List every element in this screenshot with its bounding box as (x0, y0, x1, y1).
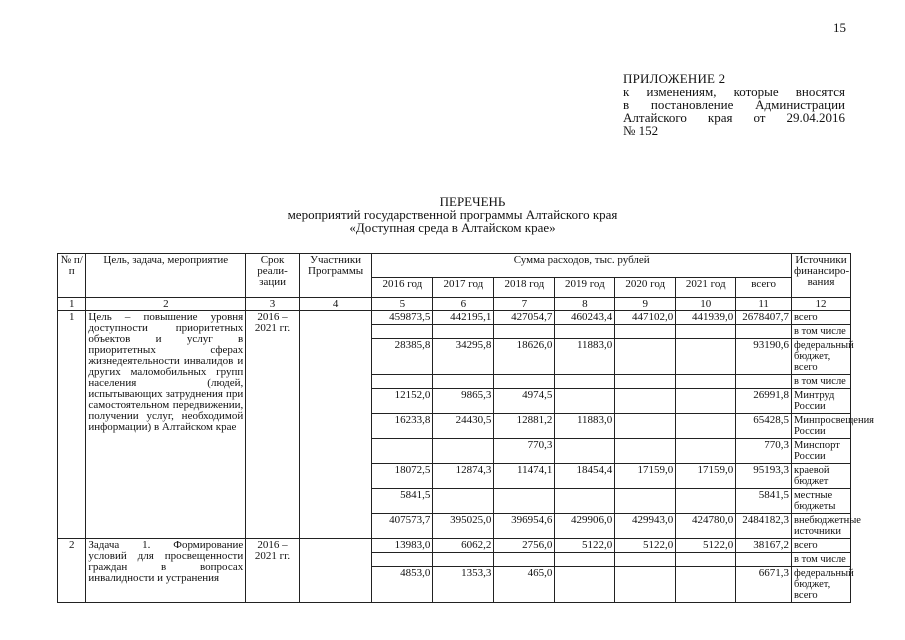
amount-cell (555, 389, 615, 414)
source-cell: в том числе (792, 553, 851, 567)
source-cell: всего (792, 539, 851, 553)
amount-cell: 11883,0 (555, 414, 615, 439)
amount-cell: 442195,1 (433, 311, 494, 325)
amount-cell: 5841,5 (372, 489, 433, 514)
row-number: 1 (58, 311, 86, 539)
source-cell: краевой бюджет (792, 464, 851, 489)
header-goal: Цель, задача, мероприятие (86, 254, 246, 298)
amount-cell (615, 439, 676, 464)
source-cell: федеральный бюджет, всего (792, 339, 851, 375)
amount-cell: 18072,5 (372, 464, 433, 489)
column-number: 12 (792, 298, 851, 311)
term-text: 2016 – 2021 гг. (246, 539, 300, 603)
amount-cell: 5122,0 (615, 539, 676, 553)
amount-cell (433, 325, 494, 339)
amount-cell: 2756,0 (494, 539, 555, 553)
amount-cell: 5841,5 (736, 489, 792, 514)
amount-cell: 18454,4 (555, 464, 615, 489)
amount-cell: 429906,0 (555, 514, 615, 539)
column-number: 6 (433, 298, 494, 311)
table-row (58, 311, 851, 325)
amount-cell: 6062,2 (433, 539, 494, 553)
amount-cell (555, 567, 615, 603)
amount-cell (433, 375, 494, 389)
source-cell: Минспорт России (792, 439, 851, 464)
amount-cell: 11474,1 (494, 464, 555, 489)
amount-cell (433, 489, 494, 514)
table-row (58, 539, 851, 553)
amount-cell (615, 567, 676, 603)
amount-cell (615, 553, 676, 567)
header-year: 2021 год (676, 278, 736, 298)
amount-cell: 447102,0 (615, 311, 676, 325)
amount-cell: 11883,0 (555, 339, 615, 375)
appendix-heading: ПРИЛОЖЕНИЕ 2 (623, 71, 726, 86)
term-text: 2016 – 2021 гг. (246, 311, 300, 539)
amount-cell: 12152,0 (372, 389, 433, 414)
column-number: 5 (372, 298, 433, 311)
appendix-line: в постановление Администрации (623, 97, 845, 112)
amount-cell (615, 414, 676, 439)
amount-cell (615, 339, 676, 375)
amount-cell: 9865,3 (433, 389, 494, 414)
title-line: «Доступная среда в Алтайском крае» (349, 220, 556, 235)
amount-cell: 12874,3 (433, 464, 494, 489)
amount-cell (615, 389, 676, 414)
amount-cell: 4853,0 (372, 567, 433, 603)
header-num: № п/п (58, 254, 86, 298)
amount-cell (433, 439, 494, 464)
amount-cell: 2484182,3 (736, 514, 792, 539)
column-number: 9 (615, 298, 676, 311)
amount-cell (676, 414, 736, 439)
appendix-number: № 152 (623, 123, 659, 138)
amount-cell (676, 325, 736, 339)
amount-cell: 26991,8 (736, 389, 792, 414)
column-number: 10 (676, 298, 736, 311)
amount-cell: 441939,0 (676, 311, 736, 325)
row-number: 2 (58, 539, 86, 603)
header-year: 2020 год (615, 278, 676, 298)
amount-cell (555, 325, 615, 339)
title-line: ПЕРЕЧЕНЬ (439, 194, 506, 209)
amount-cell: 424780,0 (676, 514, 736, 539)
amount-cell (494, 325, 555, 339)
header-year: 2016 год (372, 278, 433, 298)
amount-cell: 17159,0 (615, 464, 676, 489)
amount-cell (736, 375, 792, 389)
amount-cell: 18626,0 (494, 339, 555, 375)
amount-cell (494, 489, 555, 514)
column-number: 7 (494, 298, 555, 311)
column-number: 8 (555, 298, 615, 311)
amount-cell (555, 489, 615, 514)
amount-cell (615, 489, 676, 514)
amount-cell (615, 375, 676, 389)
amount-cell: 5122,0 (676, 539, 736, 553)
column-number: 3 (246, 298, 300, 311)
source-cell: всего (792, 311, 851, 325)
page-number: 15 (833, 20, 846, 35)
amount-cell: 28385,8 (372, 339, 433, 375)
amount-cell: 38167,2 (736, 539, 792, 553)
amount-cell: 95193,3 (736, 464, 792, 489)
amount-cell: 429943,0 (615, 514, 676, 539)
header-year: всего (736, 278, 792, 298)
amount-cell (676, 489, 736, 514)
source-cell: Минтруд России (792, 389, 851, 414)
column-number: 4 (299, 298, 372, 311)
header-year: 2018 год (494, 278, 555, 298)
amount-cell (372, 553, 433, 567)
source-cell: местные бюджеты (792, 489, 851, 514)
amount-cell: 65428,5 (736, 414, 792, 439)
source-cell: в том числе (792, 325, 851, 339)
header-year: 2019 год (555, 278, 615, 298)
header-sources: Источники финансиро-вания (792, 254, 851, 298)
header-year: 2017 год (433, 278, 494, 298)
amount-cell (372, 375, 433, 389)
amount-cell: 4974,5 (494, 389, 555, 414)
title-line: мероприятий государственной программы Алтайского края (287, 207, 618, 222)
participants-cell (299, 311, 372, 539)
header-term: Срок реали-зации (246, 254, 300, 298)
column-number: 1 (58, 298, 86, 311)
amount-cell (615, 325, 676, 339)
amount-cell (494, 375, 555, 389)
amount-cell: 465,0 (494, 567, 555, 603)
amount-cell: 396954,6 (494, 514, 555, 539)
document-title (0, 195, 905, 234)
amount-cell: 17159,0 (676, 464, 736, 489)
amount-cell (433, 553, 494, 567)
amount-cell (494, 553, 555, 567)
amount-cell: 16233,8 (372, 414, 433, 439)
header-participants: Участники Программы (299, 254, 372, 298)
amount-cell: 13983,0 (372, 539, 433, 553)
amount-cell (372, 325, 433, 339)
source-cell: Минпросвещения России (792, 414, 851, 439)
amount-cell: 427054,7 (494, 311, 555, 325)
source-cell: внебюджетные источники (792, 514, 851, 539)
amount-cell: 5122,0 (555, 539, 615, 553)
amount-cell: 770,3 (494, 439, 555, 464)
amount-cell (676, 439, 736, 464)
header-sum: Сумма расходов, тыс. рублей (372, 254, 792, 278)
amount-cell (555, 439, 615, 464)
column-number: 2 (86, 298, 246, 311)
goal-text: Цель – повышение уровня доступности приоритетных объектов и услуг в приоритетных сферах жизнедеятельности инвалидов и других маломобильных групп населения (людей, испытывающих затруднения при самостоятельном передвижении, получении услуг, необходимой информации) в Алтайском крае (86, 311, 246, 539)
amount-cell: 770,3 (736, 439, 792, 464)
participants-cell (299, 539, 372, 603)
source-cell: в том числе (792, 375, 851, 389)
column-number: 11 (736, 298, 792, 311)
amount-cell (736, 553, 792, 567)
amount-cell: 24430,5 (433, 414, 494, 439)
amount-cell (676, 567, 736, 603)
amount-cell: 395025,0 (433, 514, 494, 539)
amount-cell (676, 339, 736, 375)
amount-cell: 6671,3 (736, 567, 792, 603)
amount-cell (555, 553, 615, 567)
appendix-line: Алтайского края от 29.04.2016 (623, 110, 845, 125)
amount-cell: 2678407,7 (736, 311, 792, 325)
amount-cell: 460243,4 (555, 311, 615, 325)
appendix-line: к изменениям, которые вносятся (623, 84, 845, 99)
goal-text: Задача 1. Формирование условий для просвещенности граждан в вопросах инвалидности и устранения (86, 539, 246, 603)
amount-cell: 459873,5 (372, 311, 433, 325)
amount-cell: 407573,7 (372, 514, 433, 539)
amount-cell: 93190,6 (736, 339, 792, 375)
appendix-block (623, 72, 845, 137)
amount-cell (676, 375, 736, 389)
amount-cell: 34295,8 (433, 339, 494, 375)
measures-table (57, 253, 875, 603)
amount-cell (372, 439, 433, 464)
amount-cell (676, 389, 736, 414)
amount-cell (676, 553, 736, 567)
source-cell: федеральный бюджет, всего (792, 567, 851, 603)
amount-cell: 1353,3 (433, 567, 494, 603)
amount-cell: 12881,2 (494, 414, 555, 439)
amount-cell (736, 325, 792, 339)
amount-cell (555, 375, 615, 389)
